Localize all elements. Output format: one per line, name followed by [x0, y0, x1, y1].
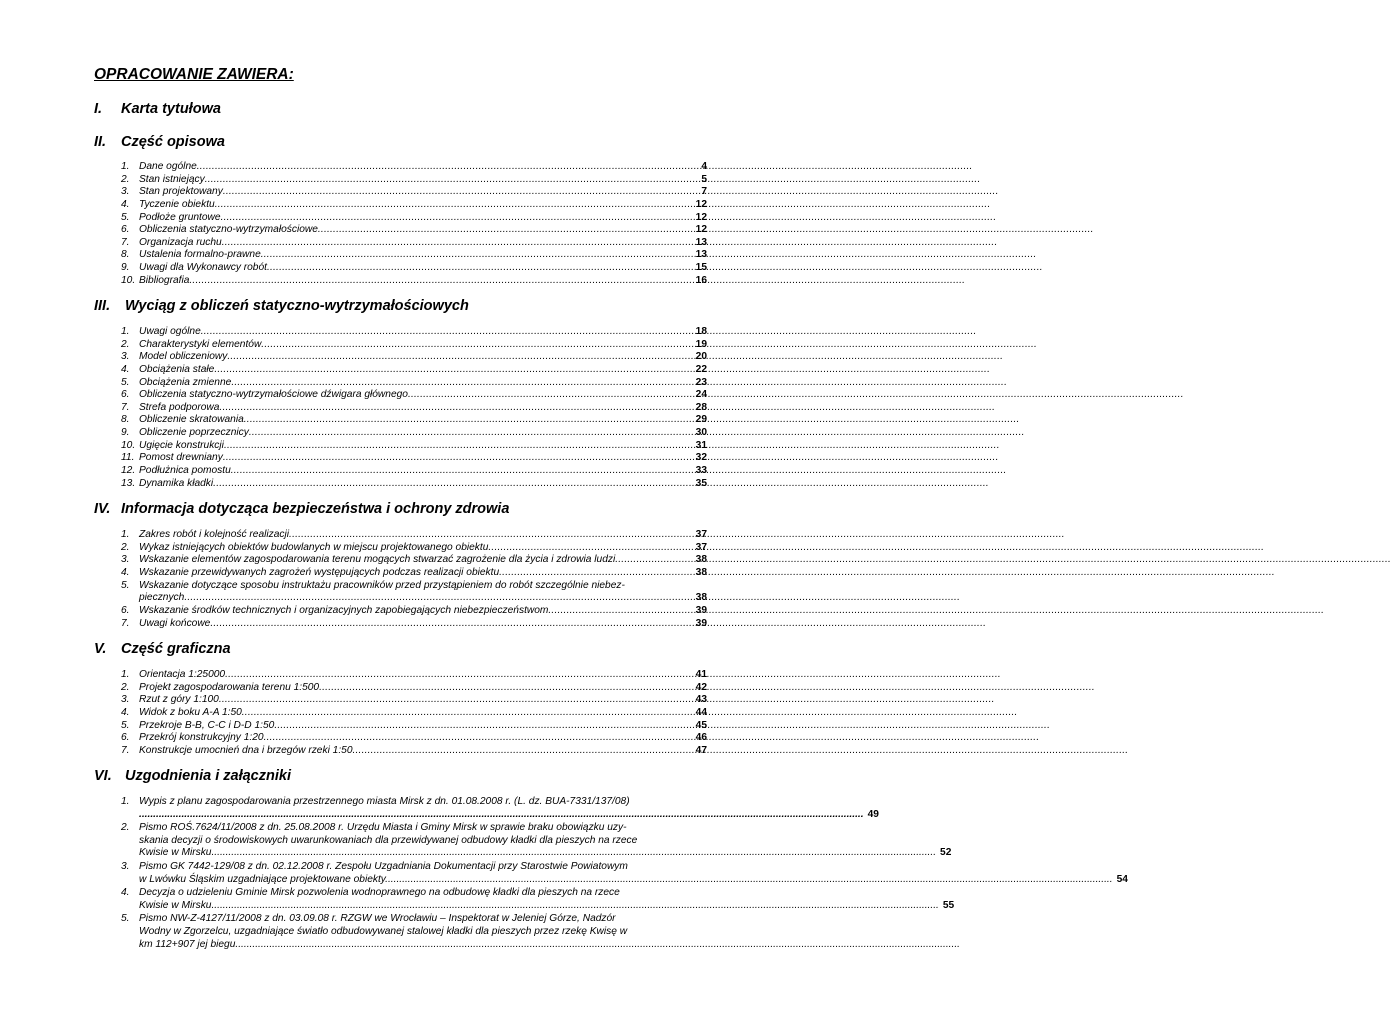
toc-entry[interactable] [121, 542, 707, 555]
entry-number: 1. [121, 326, 130, 337]
entry-title: Przekroje B-B, C-C i D-D 1:50 [139, 719, 275, 731]
entry-number: 12. [121, 465, 136, 477]
entry-page: 46 [695, 732, 707, 744]
entry-page: 13 [695, 236, 707, 248]
toc-entry[interactable] [121, 440, 707, 453]
toc-section-2 [121, 161, 707, 287]
entry-number: 5. [121, 579, 130, 591]
toc-entry[interactable] [121, 913, 711, 951]
entry-text-line: Wypis z planu zagospodarowania przestrzennego miasta Mirsk z dn. 01.08.2008 r. (L. dz. BUA-7331/137/08) [139, 796, 630, 807]
entry-number: 3. [121, 554, 130, 566]
entry-number: 6. [121, 224, 130, 236]
toc-entry[interactable] [121, 745, 707, 758]
entry-page: 38 [695, 566, 707, 578]
toc-entry[interactable] [121, 199, 707, 212]
entry-title: Charakterystyki elementów [139, 338, 262, 350]
entry-number: 10. [121, 439, 136, 451]
toc-entry[interactable] [121, 567, 707, 580]
entry-number: 2. [121, 541, 130, 553]
toc-entry[interactable] [121, 822, 952, 860]
toc-entry[interactable] [121, 580, 707, 605]
entry-number: 8. [121, 414, 130, 426]
toc-entry[interactable] [121, 694, 707, 707]
entry-text-last: Kwisie w Mirsku. [139, 899, 215, 911]
dot-leader [388, 874, 1113, 887]
entry-page: 37 [695, 529, 707, 540]
entry-title: Wykaz istniejących obiektów budowlanych w miejscu projektowanego obiektu [139, 541, 489, 553]
dot-leader [214, 364, 691, 377]
entry-number: 5. [121, 719, 130, 731]
toc-entry[interactable] [121, 465, 707, 478]
entry-page: 7 [701, 186, 707, 198]
toc-entry[interactable] [121, 414, 707, 427]
dot-leader [184, 592, 691, 605]
entry-number: 4. [121, 566, 130, 578]
entry-number: 8. [121, 249, 130, 261]
section-heading-4: IV. Informacja dotycząca bezpieczeństwa i ochrony zdrowia [94, 501, 510, 517]
entry-page: 43 [695, 694, 707, 706]
toc-entry[interactable] [121, 618, 707, 631]
dot-leader [210, 618, 691, 631]
entry-number: 7. [121, 236, 130, 248]
dot-leader [215, 199, 692, 212]
entry-text-line: Decyzja o udzieleniu Gminie Mirsk pozwolenia wodnoprawnego na odbudowę kładki dla pieszych na rzece [139, 887, 620, 899]
entry-page: 31 [695, 439, 707, 451]
entry-page: 12 [695, 198, 707, 210]
entry-page: 41 [695, 669, 707, 680]
toc-entry[interactable] [121, 732, 707, 745]
entry-title: Tyczenie obiektu [139, 198, 215, 210]
entry-title: Stan projektowany [139, 186, 223, 198]
entry-title: Organizacja ruchu [139, 236, 222, 248]
entry-text-line: Pismo NW-Z-4127/11/2008 z dn. 03.09.08 r. RZGW we Wrocławiu – Inspektorat w Jeleniej Górze, Nadzór [139, 913, 616, 925]
dot-leader [267, 262, 692, 275]
toc-entry[interactable] [121, 212, 707, 225]
entry-number: 13. [121, 477, 136, 489]
dot-leader [189, 275, 691, 288]
entry-title: Widok z boku A-A 1:50 [139, 706, 242, 718]
entry-page: 54 [1116, 873, 1128, 885]
toc-entry[interactable] [121, 224, 707, 237]
entry-number: 1. [121, 796, 130, 807]
dot-leader [274, 720, 691, 733]
entry-number: 7. [121, 617, 130, 629]
entry-page: 22 [695, 363, 707, 375]
entry-number: 5. [121, 376, 130, 388]
dot-leader [221, 212, 692, 225]
section-heading-2: II. Część opisowa [94, 134, 225, 150]
dot-leader [214, 900, 939, 913]
entry-title: Przekrój konstrukcyjny 1:20 [139, 732, 264, 744]
entry-number: 2. [121, 822, 130, 834]
entry-number: 7. [121, 401, 130, 413]
entry-title: Dynamika kładki [139, 477, 214, 489]
dot-leader [249, 427, 692, 440]
toc-entry[interactable] [121, 860, 1128, 886]
toc-entry[interactable] [121, 186, 707, 199]
toc-entry[interactable] [121, 669, 707, 682]
entry-number: 10. [121, 274, 136, 286]
entry-title: Uwagi ogólne [139, 326, 201, 337]
dot-leader [223, 452, 692, 465]
dot-leader [318, 224, 692, 237]
entry-page: 39 [695, 604, 707, 616]
dot-leader [353, 745, 692, 758]
entry-page: 32 [695, 452, 707, 464]
entry-number: 6. [121, 604, 130, 616]
dot-leader [227, 351, 691, 364]
entry-page: 13 [695, 249, 707, 261]
toc-entry[interactable] [121, 427, 707, 440]
entry-number: 3. [121, 860, 130, 872]
entry-page: 35 [695, 477, 707, 489]
toc-section-6 [121, 796, 1128, 952]
entry-number: 2. [121, 173, 130, 185]
entry-number: 4. [121, 198, 130, 210]
dot-leader [205, 174, 693, 187]
toc-entry[interactable] [121, 326, 707, 339]
toc-entry[interactable] [121, 351, 707, 364]
toc-entry[interactable] [121, 529, 707, 542]
toc-entry[interactable] [121, 249, 707, 262]
entry-title: Wskazanie przewidywanych zagrożeń występujących podczas realizacji obiektu [139, 566, 500, 578]
toc-entry[interactable] [121, 720, 707, 733]
dot-leader [197, 161, 693, 174]
dot-leader [488, 542, 691, 555]
entry-page: 38 [695, 592, 707, 604]
entry-number: 11. [121, 452, 135, 464]
toc-entry[interactable] [121, 402, 707, 415]
entry-title: Stan istniejący [139, 173, 205, 185]
entry-page: 12 [695, 224, 707, 236]
entry-number: 2. [121, 681, 130, 693]
entry-title: Podłoże gruntowe [139, 211, 221, 223]
entry-page: 5 [701, 173, 707, 185]
section-heading-1: I. Karta tytułowa [94, 101, 221, 117]
dot-leader [261, 339, 691, 352]
entry-title-cont: piecznych [139, 592, 185, 604]
toc-entry[interactable] [121, 339, 707, 352]
dot-leader [139, 809, 864, 822]
entry-page: 52 [940, 847, 952, 859]
entry-title: Obliczenie poprzecznicy [139, 427, 249, 439]
entry-number: 4. [121, 887, 130, 899]
entry-page: 29 [695, 414, 707, 426]
entry-number: 4. [121, 363, 130, 375]
entry-number: 6. [121, 732, 130, 744]
entry-title: Obciążenia stałe [139, 363, 215, 375]
entry-number: 3. [121, 186, 130, 198]
entry-page: 12 [695, 211, 707, 223]
toc-entry[interactable] [121, 796, 879, 821]
entry-page: 20 [695, 351, 707, 363]
toc-entry[interactable] [121, 887, 955, 912]
entry-page: 44 [695, 706, 707, 718]
entry-page: 38 [695, 554, 707, 566]
toc-entry[interactable] [121, 682, 707, 695]
dot-leader [231, 465, 692, 478]
toc-entry[interactable] [121, 452, 707, 465]
dot-leader [235, 939, 960, 952]
toc-entry[interactable] [121, 707, 707, 720]
document-title: OPRACOWANIE ZAWIERA: [94, 66, 294, 83]
entry-title: Obliczenia statyczno-wytrzymałościowe [139, 224, 318, 236]
entry-title: Wskazanie elementów zagospodarowania terenu mogących stwarzać zagrożenie dla życia i zdrowia ludzi [139, 554, 616, 566]
entry-page: 49 [867, 808, 879, 820]
entry-title: Ustalenia formalno-prawne [139, 249, 261, 261]
entry-number: 9. [121, 262, 130, 274]
dot-leader [219, 402, 691, 415]
entry-title: Wskazanie środków technicznych i organizacyjnych zapobiegających niebezpieczeństwom [139, 604, 549, 616]
toc-entry[interactable] [121, 389, 707, 402]
section-heading-3: III. Wyciąg z obliczeń statyczno-wytrzymałościowych [94, 298, 469, 314]
entry-page: 4 [701, 161, 707, 172]
toc-entry[interactable] [121, 262, 707, 275]
dot-leader [223, 186, 693, 199]
entry-page: 42 [695, 681, 707, 693]
entry-title: Obciążenia zmienne [139, 376, 232, 388]
entry-number: 9. [121, 427, 130, 439]
dot-leader [242, 707, 692, 720]
section-heading-6: VI. Uzgodnienia i załączniki [94, 768, 291, 784]
entry-page: 39 [695, 617, 707, 629]
entry-number: 3. [121, 694, 130, 706]
entry-title: Konstrukcje umocnień dna i brzegów rzeki 1:50 [139, 744, 353, 756]
entry-title: Dane ogólne [139, 161, 197, 172]
dot-leader [222, 237, 692, 250]
toc-entry[interactable] [121, 478, 707, 491]
entry-title: Ugięcie konstrukcji [139, 439, 224, 451]
entry-title: Uwagi końcowe [139, 617, 211, 629]
entry-title: Zakres robót i kolejność realizacji [139, 529, 290, 540]
dot-leader [231, 377, 691, 390]
entry-page: 47 [695, 744, 707, 756]
dot-leader [615, 554, 691, 567]
dot-leader [289, 529, 692, 542]
entry-number: 1. [121, 161, 130, 172]
entry-text-line: Pismo GK 7442-129/08 z dn. 02.12.2008 r. Zespołu Uzgadniania Dokumentacji przy Starostwie Powiatowym [139, 860, 628, 872]
entry-title: Uwagi dla Wykonawcy robót [139, 262, 267, 274]
dot-leader [548, 605, 691, 618]
entry-text-line: skania decyzji o środowiskowych uwarunkowaniach dla przewidywanej odbudowy kładki dla pieszych na rzece [139, 834, 638, 846]
dot-leader [225, 669, 692, 682]
dot-leader [224, 440, 692, 453]
dot-leader [264, 732, 692, 745]
entry-number: 4. [121, 706, 130, 718]
entry-text-last: w Lwówku Śląskim uzgadniające projektowane obiekty. [139, 873, 388, 885]
toc-entry[interactable] [121, 554, 707, 567]
entry-page: 30 [695, 427, 707, 439]
entry-page: 24 [695, 389, 707, 401]
entry-page: 33 [695, 465, 707, 477]
entry-title: Obliczenia statyczno-wytrzymałościowe dźwigara głównego [139, 389, 408, 401]
dot-leader [211, 847, 936, 860]
entry-title: Obliczenie skratowania [139, 414, 244, 426]
toc-section-5 [121, 669, 707, 757]
toc-entry[interactable] [121, 605, 707, 618]
dot-leader [201, 326, 692, 339]
toc-section-3 [121, 326, 707, 490]
toc-entry[interactable] [121, 275, 707, 288]
toc-entry[interactable] [121, 174, 707, 187]
dot-leader [408, 389, 692, 402]
dot-leader [319, 682, 692, 695]
entry-title: Pomost drewniany [139, 452, 223, 464]
dot-leader [244, 414, 692, 427]
entry-page: 55 [942, 899, 955, 911]
entry-page: 19 [695, 338, 707, 350]
entry-number: 5. [121, 913, 130, 925]
toc-entry[interactable] [121, 161, 707, 174]
toc-entry[interactable] [121, 364, 707, 377]
entry-page: 15 [695, 262, 707, 274]
entry-title: Strefa podporowa [139, 401, 220, 413]
entry-page: 23 [695, 376, 707, 388]
entry-page: 16 [695, 274, 707, 286]
toc-entry[interactable] [121, 237, 707, 250]
dot-leader [499, 567, 692, 580]
entry-text-last: Kwisie w Mirsku [139, 847, 212, 859]
dot-leader [261, 249, 692, 262]
entry-text-last: km 112+907 jej biegu [139, 938, 236, 950]
entry-number: 6. [121, 389, 130, 401]
entry-title: Rzut z góry 1:100 [139, 694, 219, 706]
entry-number: 1. [121, 529, 130, 540]
toc-entry[interactable] [121, 377, 707, 390]
entry-number: 2. [121, 338, 130, 350]
dot-leader [213, 478, 691, 491]
section-heading-5: V. Część graficzna [94, 641, 231, 657]
entry-title: Model obliczeniowy [139, 351, 228, 363]
entry-title: Wskazanie dotyczące sposobu instruktażu pracowników przed przystąpieniem do robót szczególnie niebez- [139, 579, 625, 591]
entry-title: Bibliografia [139, 274, 190, 286]
entry-title: Podłużnica pomostu [139, 465, 231, 477]
entry-number: 5. [121, 211, 130, 223]
entry-page: 18 [695, 326, 707, 337]
entry-page: 37 [695, 541, 707, 553]
dot-leader [219, 694, 692, 707]
entry-number: 7. [121, 744, 130, 756]
entry-text-line: Wodny w Zgorzelcu, uzgadniające światło odbudowywanej stalowej kładki dla pieszych przez rzekę Kwisę w [139, 925, 628, 937]
entry-page: 45 [695, 719, 707, 731]
entry-page: 28 [695, 401, 707, 413]
toc-section-4 [121, 529, 707, 630]
entry-number: 1. [121, 669, 130, 680]
entry-text-line: Pismo ROŚ.7624/11/2008 z dn. 25.08.2008 r. Urzędu Miasta i Gminy Mirsk w sprawie braku obowiązku uzy- [139, 822, 627, 834]
entry-title: Orientacja 1:25000 [139, 669, 226, 680]
entry-number: 3. [121, 351, 130, 363]
entry-title: Projekt zagospodarowania terenu 1:500 [139, 681, 320, 693]
